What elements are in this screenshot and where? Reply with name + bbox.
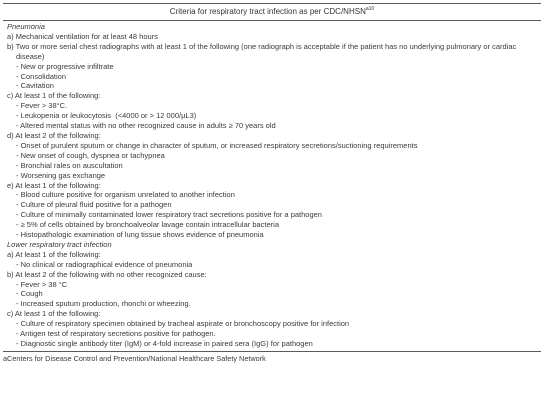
criterion-item: a) At least 1 of the following: [7,249,101,259]
criterion-item: b) At least 2 of the following with no other recognized cause: [7,269,207,279]
criterion-subitem: - No clinical or radiographical evidence of pneumonia [16,259,193,269]
criterion-subitem: - New or progressive infiltrate [16,61,114,71]
criterion-subitem: - Blood culture positive for organism unrelated to another infection [16,190,235,200]
criterion-subitem: - Consolidation [16,71,67,81]
criterion-item: c) At least 1 of the following: [7,91,101,101]
criterion-subitem: - Diagnostic single antibody titer (IgM) or 4-fold increase in paired sera (IgG) for pathogen [16,339,313,348]
criteria-table [3,3,541,364]
criterion-subitem: - Leukopenia or leukocytosis (<4000 or > 12 000/μL3) [16,111,197,121]
title-superscript: a10 [365,6,375,12]
criterion-item: a) Mechanical ventilation for at least 48 hours [7,31,158,41]
criterion-subitem: - Altered mental status with no other recognized cause in adults ≥ 70 years old [16,121,276,131]
criterion-subitem: - New onset of cough, dyspnea or tachypnea [16,150,165,160]
criterion-subitem: - Culture of minimally contaminated lower respiratory tract secretions positive for a pathogen [16,210,322,220]
criterion-item: d) At least 2 of the following: [7,130,101,140]
criterion-subitem: - Bronchial rales on auscultation [16,160,123,170]
section-title-pneumonia: Pneumonia [7,22,45,31]
criterion-subitem: - Cough [16,289,43,299]
criterion-subitem: - Histopathologic examination of lung tissue shows evidence of pneumonia [16,230,264,240]
section-title-lower-respiratory: Lower respiratory tract infection [7,239,112,249]
criterion-item: b) Two or more serial chest radiographs with at least 1 of the following (one radiograph is acceptable if the patient has no underlying pulmonary or cardiac disease) [7,41,517,61]
criterion-item: c) At least 1 of the following: [7,309,101,319]
table-title: Criteria for respiratory tract infection as per CDC/NHSN [169,7,366,16]
criterion-subitem: - ≥ 5% of cells obtained by bronchoalveolar lavage contain intracellular bacteria [16,220,280,230]
criterion-subitem: - Fever > 38°C. [16,101,68,111]
footnote: aCenters for Disease Control and Prevention/National Healthcare Safety Network [3,353,266,363]
table-header [3,4,541,20]
criterion-subitem: - Culture of pleural fluid positive for a pathogen [16,200,172,210]
table-body [3,21,541,351]
criterion-subitem: - Fever > 38 °C [16,279,68,289]
criterion-subitem: - Increased sputum production, rhonchi or wheezing. [16,299,191,309]
criterion-subitem: - Antigen test of respiratory secretions positive for pathogen. [16,329,216,339]
criterion-subitem: - Culture of respiratory specimen obtained by tracheal aspirate or bronchoscopy positive for infection [16,319,350,329]
criterion-subitem: - Worsening gas exchange [16,170,106,180]
criterion-item: e) At least 1 of the following: [7,180,101,190]
criterion-subitem: - Onset of purulent sputum or change in character of sputum, or increased respiratory secretions/suctioning requirements [16,140,418,150]
criterion-subitem: - Cavitation [16,81,54,91]
